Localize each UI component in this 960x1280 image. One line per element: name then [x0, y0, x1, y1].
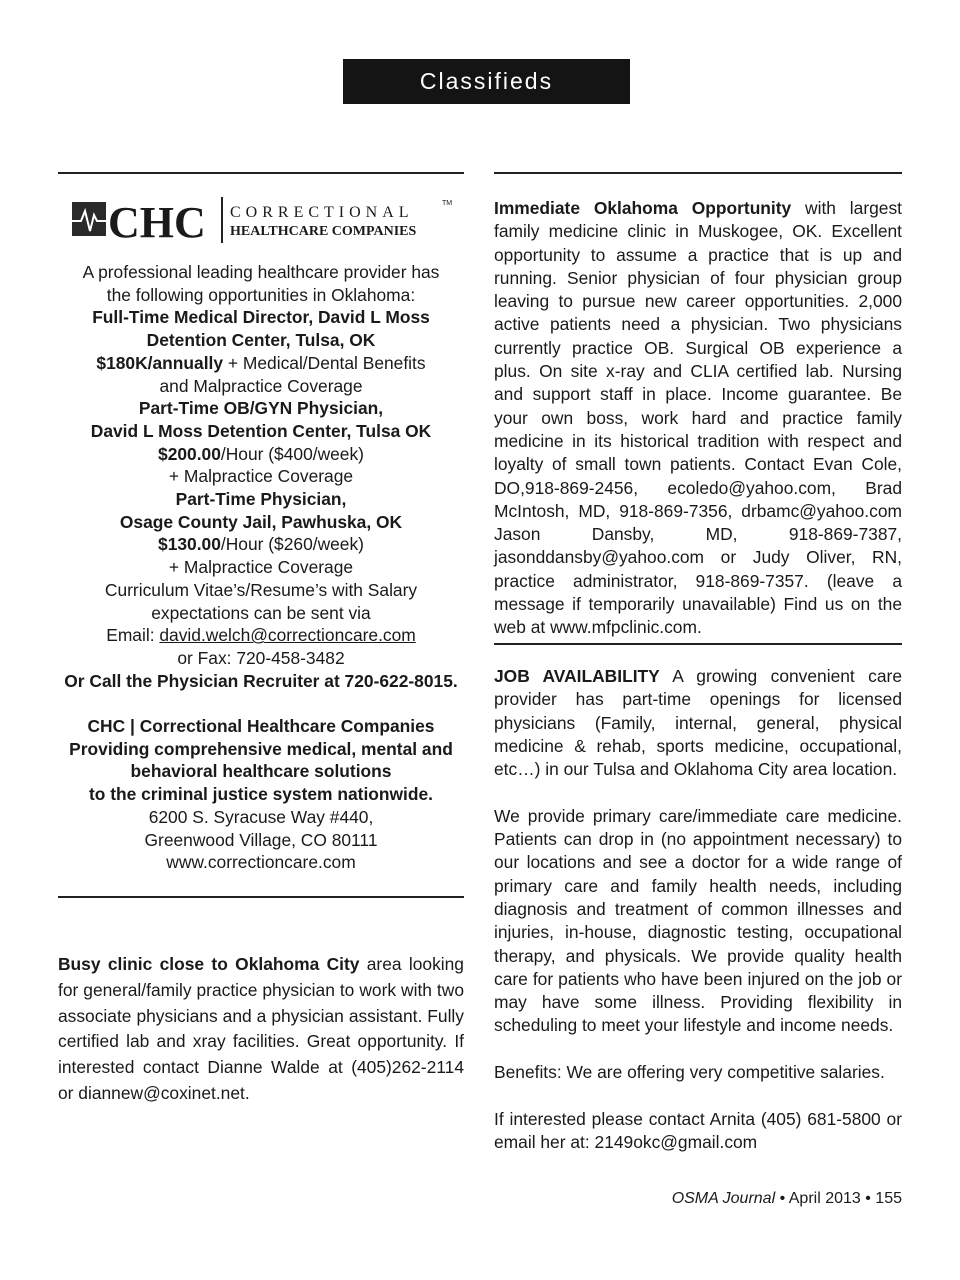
job2-pay: $200.00: [158, 443, 221, 464]
chc-fax: or Fax: 720-458-3482: [177, 647, 345, 668]
spacer: [58, 692, 464, 715]
job3-rate: /Hour ($260/week): [220, 534, 364, 555]
page-footer: [672, 1190, 902, 1208]
muskogee-lead: Immediate Oklahoma Opportunity: [494, 198, 792, 218]
address-line-1: 6200 S. Syracuse Way #440,: [148, 806, 374, 827]
job2-benefits: + Malpractice Coverage: [168, 466, 354, 487]
muskogee-ad: [494, 197, 902, 640]
company-line-3: behavioral healthcare solutions: [130, 761, 392, 782]
chc-email-label: Email:: [106, 625, 160, 646]
section-header: [343, 59, 630, 104]
chc-contact-2: expectations can be sent via: [151, 602, 371, 623]
footer-sep2: •: [860, 1190, 876, 1207]
job-availability-para4: If interested please contact Arnita (405) 681-5800 or email her at: 2149okc@gmail.com: [494, 1108, 902, 1152]
company-line-1: CHC | Correctional Healthcare Companies: [87, 716, 435, 737]
logo-line1: CORRECTIONAL: [230, 204, 414, 221]
job2-title-1: Part-Time OB/GYN Physician,: [138, 398, 384, 419]
footer-sep1: •: [775, 1190, 789, 1207]
job-availability-para3: Benefits: We are offering very competitive salaries.: [494, 1062, 885, 1083]
chc-intro-1: A professional leading healthcare provider has: [82, 262, 440, 282]
spacer: [494, 1038, 902, 1061]
divider-right-middle: [494, 643, 902, 645]
address-line-2: Greenwood Village, CO 80111: [144, 829, 378, 850]
chc-call: Or Call the Physician Recruiter at 720-622-8015.: [64, 670, 458, 691]
logo-mark: CHC: [108, 198, 206, 245]
company-line-2: Providing comprehensive medical, mental and: [69, 738, 453, 759]
section-title: Classifieds: [419, 68, 554, 94]
job-availability-text1: A growing convenient care provider has part-time openings for licensed physicians (Family, internal, general, physical medicine & rehab, sports medicine, occupational, etc…) in our Tulsa and Oklahoma City area location.: [494, 666, 902, 780]
company-line-4: to the criminal justice system nationwide.: [88, 784, 434, 805]
busy-clinic-ad: [58, 952, 464, 1107]
job-availability-ad: [494, 665, 902, 1154]
job1-benefits-a: + Medical/Dental Benefits: [223, 352, 426, 373]
job3-pay-line: [58, 533, 464, 556]
job-availability-lead: JOB AVAILABILITY: [494, 666, 660, 686]
chc-contact-1: Curriculum Vitae’s/Resume’s with Salary: [104, 579, 418, 600]
job-availability-para2: We provide primary care/immediate care medicine. Patients can drop in (no appointment necessary) to our locations and see a doctor for a wide range of primary care and family health needs, including diagnosis and treatment of common illnesses and injuries, in-house, diagnostic testing, occupational therapy, and physicals. We provide quality health care for patients who have been injured on the job or may have some illness. Providing flexibility in scheduling to meet your lifestyle and income needs.: [494, 805, 902, 1036]
chc-email-link[interactable]: david.welch@correctioncare.com: [159, 625, 416, 646]
logo-line2: HEALTHCARE COMPANIES: [230, 224, 417, 239]
divider-right-top: [494, 172, 902, 174]
chc-email-line: [58, 624, 464, 647]
logo-trademark: TM: [442, 200, 453, 207]
spacer: [494, 781, 902, 804]
busy-clinic-body: area looking for general/family practice physician to work with two associate physicians and a physician assistant. Fully certified lab and xray facilities. Great opportunity. If interested contact Dianne Walde at (405)262-2114 or diannew@coxinet.net.: [58, 954, 464, 1103]
spacer: [494, 1084, 902, 1107]
footer-date: April 2013: [788, 1190, 861, 1207]
job2-pay-line: [58, 443, 464, 466]
job3-pay: $130.00: [158, 534, 221, 555]
divider-left-top: [58, 172, 464, 174]
job1-title-1: Full-Time Medical Director, David L Moss: [92, 307, 430, 328]
chc-intro-2: the following opportunities in Oklahoma:: [106, 284, 416, 305]
chc-logo: [72, 193, 462, 245]
footer-journal: OSMA Journal: [671, 1190, 776, 1207]
muskogee-body: with largest family medicine clinic in Muskogee, OK. Excellent opportunity to assume a practice that is up and running. Senior physician of four physician group leaving to pursue new career opportunities. 2,000 active patients need a physician. Two physicians currently practice OB. Surgical OB experience a plus. On site x-ray and CLIA certified lab. Nursing and support staff in place. Income guarantee. Be your own boss, work hard and practice family medicine in its historical tradition with respect and loyalty of small town patients. Contact Evan Cole, DO,918-869-2456, ecoledo@yahoo.com, Brad McIntosh, MD, 918-869-7356, drbamc@yahoo.com Jason Dansby, MD, 918-869-7387, jasonddansby@yahoo.com or Judy Oliver, RN, practice administrator, 918-869-7357. (leave a message if temporarily unavailable) Find us on the web at www.mfpclinic.com.: [494, 198, 902, 638]
busy-clinic-lead: Busy clinic close to Oklahoma City: [58, 954, 360, 974]
job2-title-2: David L Moss Detention Center, Tulsa OK: [90, 420, 432, 441]
job3-benefits: + Malpractice Coverage: [168, 557, 354, 578]
chc-ad: [58, 261, 464, 874]
address-website: www.correctioncare.com: [166, 852, 356, 873]
job1-pay-line: [58, 352, 464, 375]
busy-clinic-text: [58, 952, 464, 1107]
job2-rate: /Hour ($400/week): [220, 443, 364, 464]
job1-title-2: Detention Center, Tulsa, OK: [146, 330, 376, 351]
divider-left-middle: [58, 896, 464, 898]
job-availability-para1: [494, 665, 902, 781]
job3-title-1: Part-Time Physician,: [175, 489, 347, 510]
chc-logo-graphic: [72, 193, 462, 245]
muskogee-text: [494, 197, 902, 640]
job1-benefits-b: and Malpractice Coverage: [159, 375, 363, 396]
job3-title-2: Osage County Jail, Pawhuska, OK: [119, 511, 403, 532]
job1-pay: $180K/annually: [96, 352, 224, 373]
footer-page-number: 155: [875, 1190, 902, 1207]
